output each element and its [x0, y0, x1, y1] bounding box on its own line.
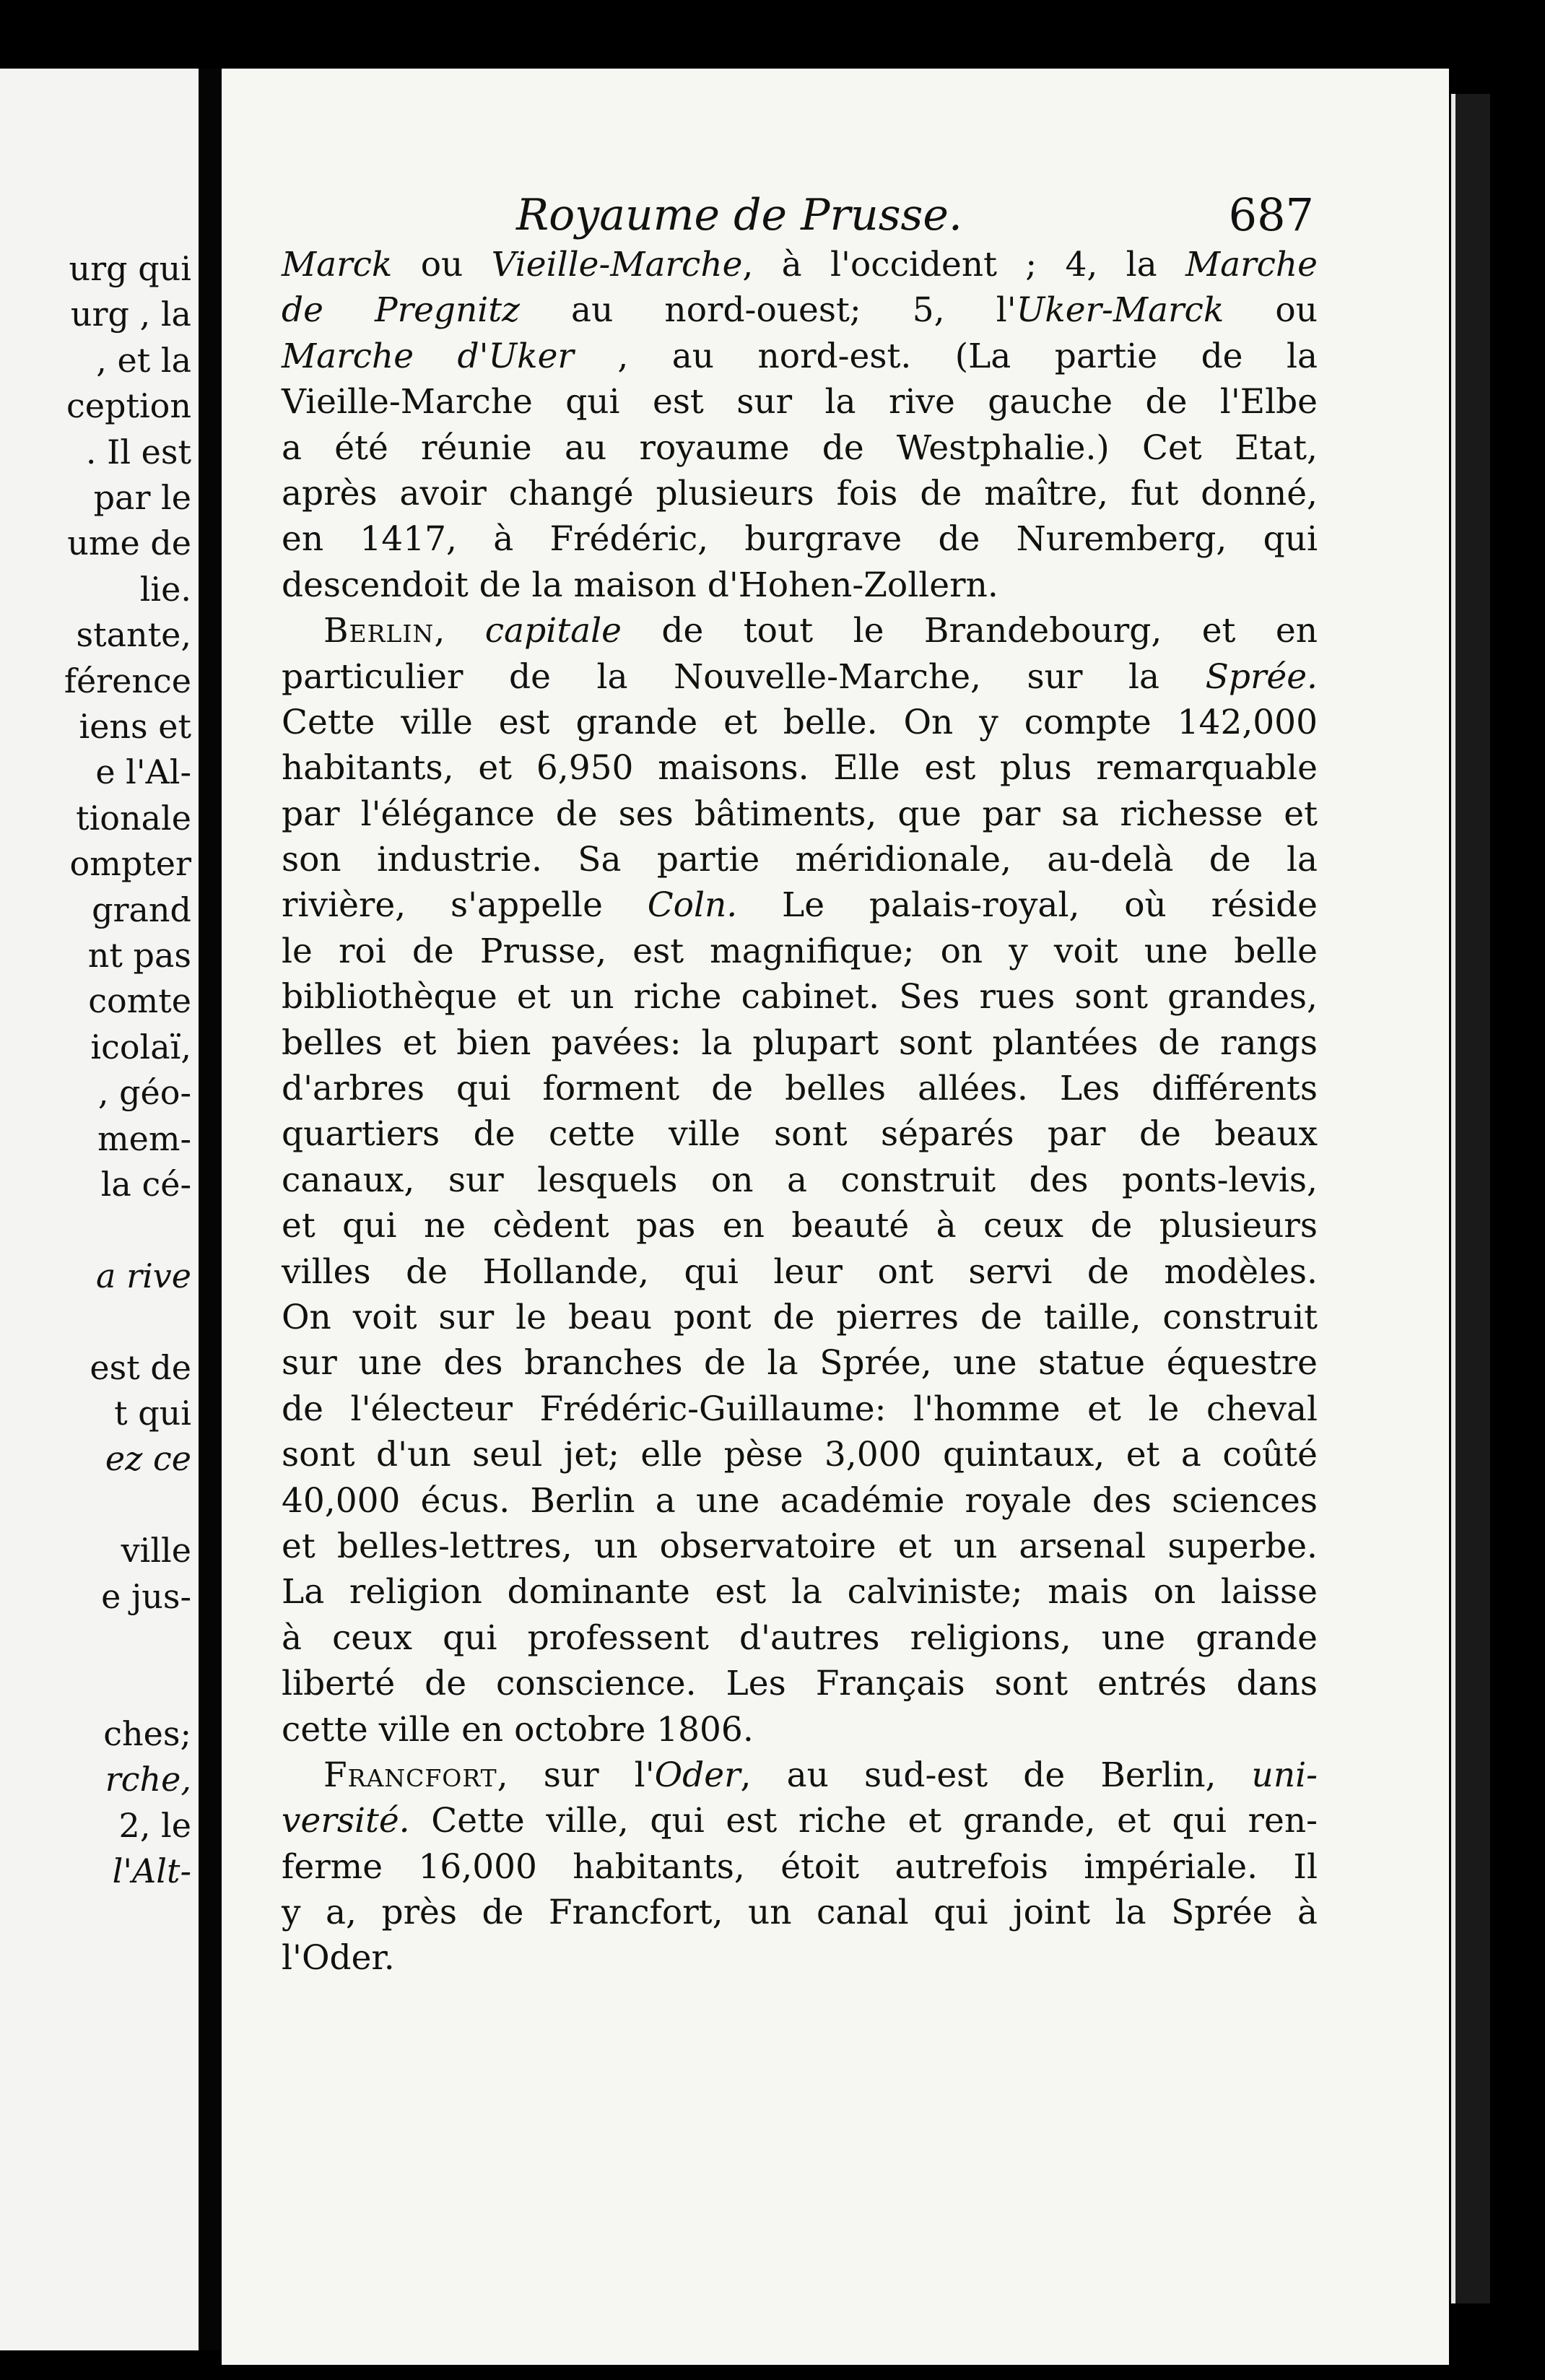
- text-line: de l'électeur Frédéric-Guillaume: l'homme et le cheval: [282, 1389, 1318, 1429]
- facing-page-line: ez ce: [105, 1439, 191, 1479]
- page-edge: [1451, 94, 1490, 2303]
- text-line: de Pregnitz au nord-ouest; 5, l'Uker-Marck ou: [282, 290, 1318, 331]
- text-line: après avoir changé plusieurs fois de maître, fut donné,: [282, 473, 1318, 513]
- text-line: belles et bien pavées: la plupart sont plantées de rangs: [282, 1022, 1318, 1063]
- text-line: le roi de Prusse, est magnifique; on y voit une belle: [282, 931, 1318, 971]
- text-line: l'Oder.: [282, 1938, 395, 1979]
- facing-page-line: e l'Al-: [95, 752, 191, 792]
- facing-page-line: [0, 1298, 191, 1345]
- text-line: et qui ne cèdent pas en beauté à ceux de plusieurs: [282, 1206, 1318, 1246]
- text-line: habitants, et 6,950 maisons. Elle est plus remarquable: [282, 748, 1318, 789]
- paragraph-start-francfort: Francfort, sur l'Oder, au sud-est de Berlin, uni-: [323, 1755, 1318, 1795]
- text-line: canaux, sur lesquels on a construit des ponts-levis,: [282, 1160, 1318, 1200]
- facing-page-fragment: [0, 69, 199, 2350]
- facing-page-line: rche,: [105, 1760, 191, 1799]
- facing-page-line: lie.: [139, 569, 191, 609]
- facing-page-line: [0, 1619, 191, 1665]
- text-line: La religion dominante est la calviniste; mais on laisse: [282, 1572, 1318, 1612]
- facing-page-line: ville: [121, 1531, 191, 1571]
- book-gutter: [199, 69, 222, 2350]
- facing-page-line: est de: [90, 1347, 191, 1387]
- facing-page-line: férence: [64, 661, 191, 700]
- facing-page-line: urg qui: [69, 249, 191, 288]
- facing-page-line: , et la: [96, 340, 191, 380]
- facing-page-line: mem-: [97, 1119, 191, 1158]
- text-line: quartiers de cette ville sont séparés par de beaux: [282, 1114, 1318, 1155]
- text-line: versité. Cette ville, qui est riche et grande, et qui ren-: [282, 1801, 1318, 1841]
- facing-page-line: ompter: [69, 844, 191, 884]
- text-line: rivière, s'appelle Coln. Le palais-royal, où réside: [282, 885, 1318, 926]
- facing-page-line: comte: [88, 981, 191, 1021]
- text-line: Marck ou Vieille-Marche, à l'occident ; 4, la Marche: [282, 245, 1318, 285]
- facing-page-line: ume de: [67, 524, 191, 563]
- text-line: et belles-lettres, un observatoire et un arsenal superbe.: [282, 1526, 1318, 1566]
- text-line: d'arbres qui forment de belles allées. Les différents: [282, 1069, 1318, 1109]
- facing-page-line: l'Alt-: [112, 1851, 191, 1890]
- text-line: liberté de conscience. Les Français sont entrés dans: [282, 1664, 1318, 1704]
- facing-page-line: , géo-: [97, 1073, 191, 1113]
- text-line: Marche d'Uker , au nord-est. (La partie de la: [282, 336, 1318, 376]
- facing-page-line: nt pas: [87, 936, 191, 975]
- facing-page-line: la cé-: [100, 1165, 191, 1204]
- running-title: Royaume de Prusse.: [516, 190, 962, 240]
- text-line: à ceux qui professent d'autres religions, une grande: [282, 1617, 1318, 1658]
- text-line: villes de Hollande, qui leur ont servi de modèles.: [282, 1251, 1318, 1292]
- body-text: [282, 242, 1318, 1981]
- facing-page-line: urg , la: [70, 295, 191, 334]
- text-line: ferme 16,000 habitants, étoit autrefois impériale. Il: [282, 1846, 1318, 1887]
- text-line: Vieille-Marche qui est sur la rive gauche de l'Elbe: [282, 382, 1318, 422]
- facing-page-line: ception: [66, 386, 191, 426]
- facing-page-line: 2, le: [118, 1805, 191, 1845]
- facing-page-line: [0, 1664, 191, 1711]
- page-number: 687: [1228, 188, 1314, 241]
- text-line: cette ville en octobre 1806.: [282, 1709, 754, 1750]
- facing-page-line: grand: [92, 890, 191, 929]
- facing-page-line: tionale: [76, 798, 191, 838]
- facing-page-line: . Il est: [85, 432, 191, 472]
- facing-page-line: iens et: [79, 707, 191, 746]
- facing-page-line: ches;: [103, 1714, 191, 1753]
- text-line: particulier de la Nouvelle-Marche, sur la Sprée.: [282, 656, 1318, 697]
- facing-page-line: t qui: [114, 1394, 191, 1433]
- text-line: descendoit de la maison d'Hohen-Zollern.: [282, 565, 998, 605]
- paragraph-start-berlin: Berlin, capitale de tout le Brandebourg, et en: [323, 611, 1318, 651]
- text-line: a été réunie au royaume de Westphalie.) Cet Etat,: [282, 427, 1318, 468]
- facing-page-line: [0, 1482, 191, 1528]
- text-line: Cette ville est grande et belle. On y compte 142,000: [282, 702, 1318, 742]
- facing-page-line: a rive: [96, 1256, 191, 1295]
- text-line: sur une des branches de la Sprée, une statue équestre: [282, 1343, 1318, 1384]
- text-line: en 1417, à Frédéric, burgrave de Nuremberg, qui: [282, 519, 1318, 560]
- facing-page-line: icolaï,: [90, 1027, 191, 1067]
- text-line: par l'élégance de ses bâtiments, que par sa richesse et: [282, 794, 1318, 834]
- text-line: 40,000 écus. Berlin a une académie royale des sciences: [282, 1480, 1318, 1521]
- facing-page-line: par le: [93, 478, 191, 517]
- text-line: On voit sur le beau pont de pierres de taille, construit: [282, 1297, 1318, 1337]
- facing-page-line: e jus-: [101, 1576, 191, 1616]
- text-line: y a, près de Francfort, un canal qui joint la Sprée à: [282, 1893, 1318, 1933]
- text-line: sont d'un seul jet; elle pèse 3,000 quintaux, et a coûté: [282, 1435, 1318, 1475]
- text-line: bibliothèque et un riche cabinet. Ses rues sont grandes,: [282, 977, 1318, 1017]
- text-line: son industrie. Sa partie méridionale, au-delà de la: [282, 840, 1318, 880]
- facing-page-line: [0, 1207, 191, 1253]
- facing-page-line: stante,: [76, 615, 191, 655]
